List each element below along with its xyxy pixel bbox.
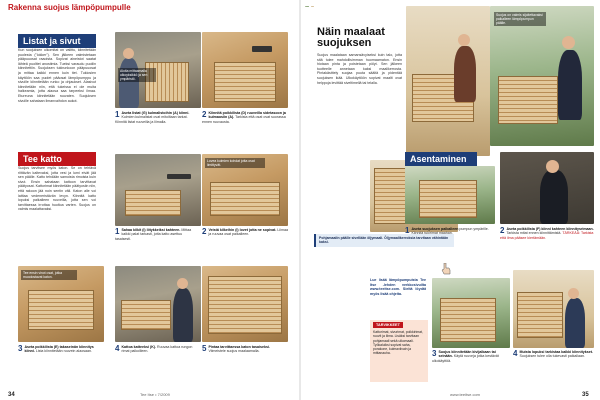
caption-lead: Suojus kiinnitetään kivijalkaan tai seinään. — [438, 350, 496, 359]
photo-install-3 — [432, 278, 510, 348]
roof-slats — [125, 190, 181, 216]
caption-number: 3 — [432, 350, 437, 358]
materials-heading: TARVIKKEET — [373, 322, 403, 328]
photo-roof-4 — [115, 266, 201, 342]
inspector — [565, 298, 585, 348]
footer-left: Tee Itse • 7/2009 — [140, 392, 170, 397]
finished-cover — [498, 76, 558, 124]
caption-number: 1 — [405, 227, 410, 235]
wood-panel — [214, 62, 276, 102]
feature-body: Suojus maalataan samansävyiseksi kuin talo, jotta sitä tulee mahdollisimman huomaamaton. Ensin hiotaan pinta ja poistetaan pölyt. Sen jälkeen tuotteelle annetaan kaksi maalikerrosta. Pintakäsittely suojaa puuta säältä ja pidentää suojuksen ikää. Ulkokäyttöön sopivat maalit ovat helppoja levittää siveltimellä tai telalla. — [317, 53, 402, 85]
installed-cover — [440, 298, 496, 342]
caption-roof-2 — [202, 228, 288, 262]
roof-section — [121, 300, 171, 330]
caption-text: Kulmien kulmalistat ovat mitoiltaan tarkat. Kiinnitä listat ruuveilla ja liimalla. — [115, 115, 188, 124]
drill-tool — [252, 46, 272, 52]
section-heading-listat: Listat ja sivut — [18, 34, 96, 48]
caption-roof-3 — [18, 345, 104, 387]
man-head — [562, 36, 575, 49]
materials-body: Kattorimat, sivurimat, poikkirimat, ruuvit ja liima. Lisäksi tarvitaan pohjamaali sekä ulkomaali. Työkaluiksi sopivat saha, porakone, kulmaviivain ja mittanauha. — [373, 330, 423, 356]
photo-roof-1 — [115, 154, 201, 226]
worker-head — [177, 278, 188, 289]
web-reference: Lue lisää lämpöpumpuista Tee Itse -lehden verkkosivuilta www.teeitse.com. Sieltä löydät myös lisää ohjeita. — [370, 278, 426, 296]
caption-number: 1 — [115, 111, 120, 119]
pointing-hand-icon — [441, 263, 451, 275]
footer-right: www.teeitse.com — [450, 392, 481, 397]
caption-number: 5 — [202, 345, 207, 353]
man — [558, 50, 582, 120]
caption-number: 2 — [202, 111, 207, 119]
section-heading-katto: Tee katto — [18, 152, 96, 166]
caption-lead: Aseta poikkilista (F) kiinni kahteen kiinnitysrimaan. — [506, 227, 594, 231]
caption-lead: Muista lopuksi tarkistaa kaikki kiinnitykset. — [519, 350, 593, 354]
feature-painting — [317, 27, 402, 85]
finished-roof — [208, 276, 282, 334]
caption-roof-5 — [202, 345, 288, 387]
caption-number: 4 — [513, 350, 518, 358]
spacer — [311, 6, 314, 7]
photo-install-4 — [513, 270, 594, 348]
caption-install-1 — [405, 227, 495, 267]
roof-assembly — [28, 290, 94, 330]
photo-note-3: Tee ensin vinot osat, jotka muodostavat katon. — [21, 270, 77, 280]
page-number-right: 35 — [582, 392, 589, 398]
photo-install-2 — [500, 152, 594, 224]
caption-warning: TÄRKEÄÄ: Tarkista että ilma pääsee kiertämään. — [500, 231, 594, 240]
feature-title: Näin maalaat suojuksen — [317, 26, 385, 49]
cover-install — [419, 180, 477, 218]
caption-number: 2 — [500, 227, 505, 235]
saw-tool — [167, 174, 191, 179]
painter-head — [458, 34, 470, 46]
photo-roof-2 — [202, 154, 288, 226]
caption-lead: Veistä kilkeihin (I) lovet jotta ne sopivat. — [208, 228, 277, 232]
caption-lead: Aseta listat (G) kulmalistoihin (A) kiinni. — [121, 111, 190, 115]
caption-text: Käytä ruuveja jotka kestävät ulkokäyttöä. — [432, 354, 499, 363]
caption-step-2 — [202, 111, 288, 141]
worker — [119, 58, 139, 108]
caption-text: Lista kiinnitetään ruuvein alaosaan. — [35, 349, 92, 354]
caption-number: 1 — [115, 228, 120, 236]
page-number-left: 34 — [8, 392, 15, 398]
caption-roof-1 — [115, 228, 199, 262]
caption-lead: Kiinnitä poikkilista (D) ruuveilla sidetasoon ja kulmaosiin (A). — [208, 111, 286, 120]
caption-number: 4 — [115, 345, 120, 353]
roof-panel — [210, 182, 280, 216]
worker — [173, 288, 193, 342]
caption-lead: Pintaa tarvittaessa katon tasaiseksi. — [208, 345, 270, 349]
worker-head — [123, 48, 134, 59]
caption-install-4 — [513, 350, 594, 388]
caption-lead: Aseta poikkilista (E) takaseinän kiinnitys kiinni. — [24, 345, 94, 354]
installer — [540, 170, 568, 224]
photo-install-1 — [405, 166, 495, 224]
photo-note-1: Aloita mittaamalla ulkoyksikkö ja sen ympäristö. — [118, 68, 156, 82]
caption-lead: Sahaa kilkit (I) liitykkeiksi kahteen. — [121, 228, 181, 232]
photo-roof-3 — [18, 266, 104, 342]
caption-text: Tarkista että osat ovat suorassa ennen ruuvausta. — [202, 115, 286, 124]
caption-text: pumpun ympärille. Kiinnitä tukirimat maahan. — [411, 227, 489, 236]
photo-note-top: Suojus on valmis sijoitettavaksi paikalleen lämpöpumpun päälle. — [494, 12, 546, 26]
caption-install-2 — [500, 227, 594, 267]
painting-note: Pohjamaalin päälle sivellään öljymaali. Öljymaalikerroksia tarvitaan vähintään kaksi. — [314, 234, 454, 247]
caption-text: Ruuvaa kattoa rungon rimat paikoilleen. — [121, 345, 193, 354]
photo-note-2: Lovea kulmien kohdat jotta osat limittyvät. — [205, 158, 265, 168]
photo-step-1 — [115, 32, 201, 108]
caption-roof-4 — [115, 345, 199, 387]
painter — [454, 46, 476, 102]
caption-text: Viimeistele suojus maalaamalla. — [208, 349, 260, 354]
article-kicker: Rakenna suojus lämpöpumpulle — [8, 3, 131, 12]
caption-text: Suojuksen tulee olla tukevasti paikallaan. — [519, 354, 585, 359]
caption-number: 3 — [18, 345, 23, 353]
installer-head — [546, 160, 559, 173]
caption-lead: Aseta suojuksen paikalleen — [411, 227, 459, 231]
section-heading-asentaminen: Asentaminen — [405, 152, 477, 166]
section-body-katto: Suojus tarvitsee myös katon. Se on tehtävä riittävän kaltevaksi, jotta vesi ja lumi eivät jää sen päälle. Katto tehdään samoista rimoista kuin sivut. Ensin sahataan kattoon tarvittavat päätyosat. Kattorimat kiinnitetään päätyosiin niin, että rakoon jää noin sentin väli. Katon alle voi laittaa vedeneristävän levyn. Kiinnitä katto lopuksi paikalleen ruuveilla, jotta sen voi tarvittaessa irrottaa huoltoa varten. Suojus on valmis maalattavaksi. — [18, 166, 96, 212]
caption-text: Liimaa ja ruuvaa osat paikalleen. — [208, 228, 288, 237]
caption-number: 2 — [202, 228, 207, 236]
section-body-listat: Kun suojuksen ulkomitat on valittu, kiinnitetään puolesta ("lokker"). Sen jälkeen valmistetaan pääpuuosat raaoista. Sopivat aineistot saatat lähteä puolitet anostimia. Tueksi varaudu puoliin kiinnitettiin. Suojuksen tukirunkoon pääpuuosat ja mittaa kaikki ennen kuin tiet. Tukiosien käyttöön saa puolet pääosat lämpöpumppu ja sivuille kiinnitetään runko ja ohjaukset. Alasivut kiinnitetään niin, että tukeissa ei ole muita halkeamia, jotta alaosa saa tarpeeksi ilmaa. Etureuna kiinnitetään ruuvaten. Suojuksen sivuille sahataan ilmanvaihdon aukot. — [18, 48, 96, 103]
caption-install-3 — [432, 350, 510, 388]
caption-text: Mittaa kaikki palat tarkasti, jotta katto asettuu tasaisesti. — [115, 228, 192, 241]
materials-box — [370, 320, 428, 382]
caption-text: Tarkista mitat ennen kiinnittämistä. — [506, 231, 562, 236]
photo-finished — [490, 6, 594, 146]
photo-step-2 — [202, 32, 288, 108]
photo-roof-5 — [202, 266, 288, 342]
inspector-head — [568, 288, 579, 299]
caption-lead: Kattoa katteeksi (K). — [121, 345, 157, 349]
caption-step-1 — [115, 111, 199, 141]
spacer-right — [305, 6, 309, 7]
photo-painting — [406, 6, 490, 156]
final-cover — [517, 292, 563, 338]
